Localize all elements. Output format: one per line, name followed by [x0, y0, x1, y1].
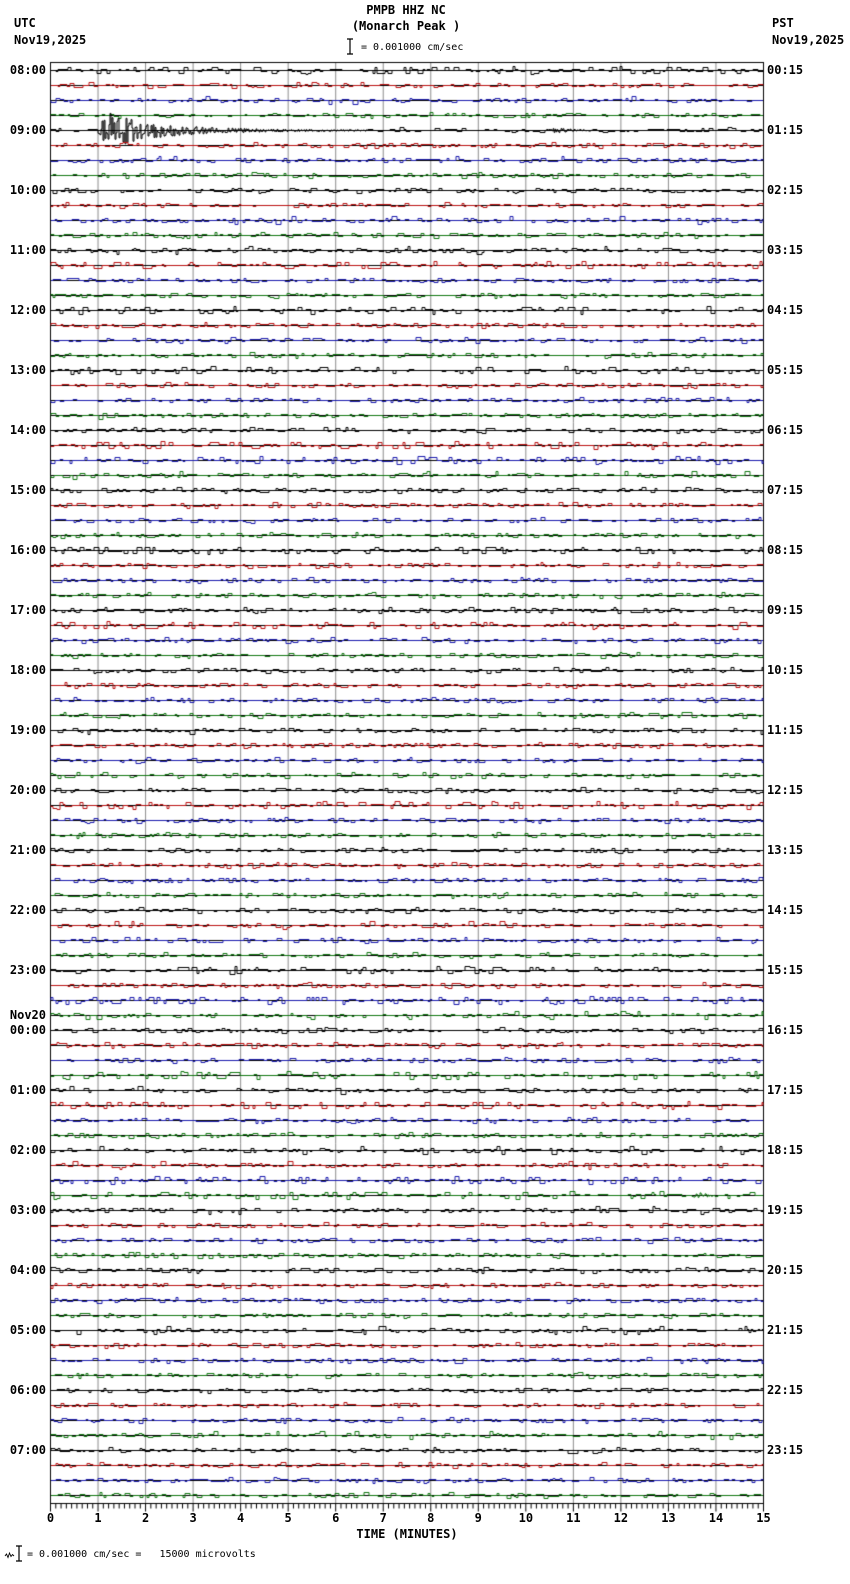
x-tick-label: 6: [332, 1511, 340, 1525]
utc-hour-label: 04:00: [9, 1263, 46, 1277]
x-tick-label: 7: [379, 1511, 387, 1525]
utc-hour-label: 00:00: [9, 1023, 46, 1037]
utc-hour-label: 09:00: [9, 123, 46, 137]
utc-hour-label: 15:00: [9, 483, 46, 497]
utc-hour-label: 17:00: [9, 603, 46, 617]
pst-hour-label: 00:15: [767, 63, 804, 77]
utc-hour-label: 01:00: [9, 1083, 46, 1097]
scale-label: = 0.001000 cm/sec: [361, 42, 464, 53]
x-tick-label: 9: [474, 1511, 482, 1525]
utc-hour-label: Nov20: [9, 1008, 46, 1022]
pst-hour-label: 13:15: [767, 843, 804, 857]
pst-hour-label: 03:15: [767, 243, 804, 257]
x-axis-title: TIME (MINUTES): [356, 1527, 458, 1541]
utc-hour-label: 06:00: [9, 1383, 46, 1397]
utc-hour-label: 19:00: [9, 723, 46, 737]
utc-hour-label: 16:00: [9, 543, 46, 557]
utc-hour-label: 08:00: [9, 63, 46, 77]
x-tick-label: 8: [427, 1511, 435, 1525]
utc-hour-label: 14:00: [9, 423, 46, 437]
utc-hour-label: 05:00: [9, 1323, 46, 1337]
x-tick-label: 10: [518, 1511, 534, 1525]
x-tick-label: 1: [94, 1511, 102, 1525]
pst-hour-label: 17:15: [767, 1083, 804, 1097]
timezone-left-label: UTC: [14, 16, 36, 30]
pst-hour-label: 14:15: [767, 903, 804, 917]
pst-hour-label: 22:15: [767, 1383, 804, 1397]
pst-hour-label: 10:15: [767, 663, 804, 677]
utc-hour-label: 13:00: [9, 363, 46, 377]
utc-hour-label: 02:00: [9, 1143, 46, 1157]
pst-hour-label: 11:15: [767, 723, 804, 737]
x-tick-label: 3: [189, 1511, 197, 1525]
utc-hour-label: 03:00: [9, 1203, 46, 1217]
utc-hour-label: 12:00: [9, 303, 46, 317]
x-tick-label: 11: [566, 1511, 581, 1525]
pst-hour-label: 15:15: [767, 963, 804, 977]
x-tick-label: 2: [141, 1511, 150, 1525]
pst-hour-label: 05:15: [767, 363, 804, 377]
x-tick-label: 14: [708, 1511, 724, 1525]
station-title: PMPB HHZ NC: [366, 3, 446, 17]
scale-bar-icon: [346, 38, 354, 55]
utc-hour-label: 21:00: [9, 843, 46, 857]
pst-hour-label: 09:15: [767, 603, 804, 617]
pst-hour-label: 16:15: [767, 1023, 804, 1037]
x-tick-label: 15: [756, 1511, 771, 1525]
pst-hour-label: 07:15: [767, 483, 804, 497]
x-tick-label: 0: [46, 1511, 55, 1525]
utc-hour-label: 23:00: [9, 963, 46, 977]
utc-hour-label: 07:00: [9, 1443, 46, 1457]
pst-hour-label: 20:15: [767, 1263, 804, 1277]
timezone-right-label: PST: [772, 16, 794, 30]
pst-hour-label: 06:15: [767, 423, 804, 437]
utc-hour-label: 11:00: [9, 243, 46, 257]
pst-hour-label: 04:15: [767, 303, 804, 317]
footer-scale-bar-icon: [15, 1545, 23, 1562]
utc-hour-label: 10:00: [9, 183, 46, 197]
x-tick-label: 4: [237, 1511, 245, 1525]
pst-hour-label: 19:15: [767, 1203, 804, 1217]
utc-hour-label: 18:00: [9, 663, 46, 677]
date-left-label: Nov19,2025: [14, 33, 87, 47]
date-right-label: Nov19,2025: [772, 33, 845, 47]
pst-hour-label: 12:15: [767, 783, 804, 797]
utc-hour-label: 22:00: [9, 903, 46, 917]
x-tick-label: 5: [284, 1511, 292, 1525]
pst-hour-label: 01:15: [767, 123, 804, 137]
x-tick-label: 12: [613, 1511, 629, 1525]
pst-hour-label: 02:15: [767, 183, 804, 197]
footer-scale-note: = 0.001000 cm/sec = 15000 microvolts: [27, 1549, 256, 1560]
pst-hour-label: 23:15: [767, 1443, 804, 1457]
pst-hour-label: 18:15: [767, 1143, 804, 1157]
pst-hour-label: 08:15: [767, 543, 804, 557]
wiggle-icon: [5, 1552, 14, 1559]
x-tick-label: 13: [661, 1511, 676, 1525]
pst-hour-label: 21:15: [767, 1323, 804, 1337]
utc-hour-label: 20:00: [9, 783, 46, 797]
station-location: (Monarch Peak ): [351, 19, 461, 33]
